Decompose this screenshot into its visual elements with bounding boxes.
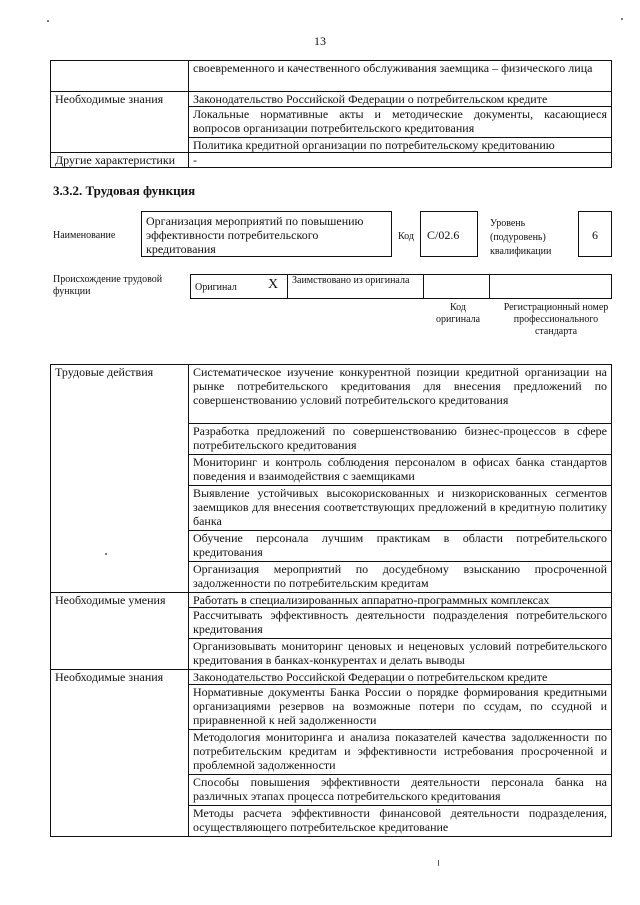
actions-label: Трудовые действия xyxy=(51,365,189,593)
other-characteristics-value: - xyxy=(189,153,612,168)
empty-label-cell xyxy=(51,61,189,92)
scan-speck xyxy=(47,20,49,22)
action-item: Обучение персонала лучшим практикам в области потребительского кредитования xyxy=(189,531,612,562)
action-item: Организация мероприятий по досудебному взысканию просроченной задолженности по потребительским кредитам xyxy=(189,562,612,593)
level-value-box: 6 xyxy=(578,211,612,257)
skill-item: Рассчитывать эффективность деятельности подразделения потребительского кредитования xyxy=(189,608,612,639)
origin-table xyxy=(190,274,612,299)
page-number: 13 xyxy=(314,34,326,48)
section-title: 3.3.2. Трудовая функция xyxy=(53,183,196,198)
knowledge-item: Законодательство Российской Федерации о потребительском кредите xyxy=(189,670,612,685)
skills-label: Необходимые умения xyxy=(51,593,189,670)
reg-number-caption: Регистрационный номер профессионального стандарта xyxy=(503,302,609,337)
skill-item: Организовывать мониторинг ценовых и неценовых условий потребительского кредитования в банках-конкурентах и делать выводы xyxy=(189,639,612,670)
action-item: Мониторинг и контроль соблюдения персоналом в офисах банка стандартов поведения и взаимодействия с заемщиками xyxy=(189,455,612,486)
knowledge-item: Нормативные документы Банка России о порядке формирования кредитными организациями резервов на возможные потери по ссудам, по ссудной и приравненной к ней задолженности xyxy=(189,685,612,730)
code-original-caption: Код оригинала xyxy=(435,302,481,325)
scan-speck xyxy=(438,860,439,866)
other-characteristics-label: Другие характеристики xyxy=(51,153,189,168)
origin-label: Происхождение трудовой функции xyxy=(53,274,163,297)
knowledge-item: Законодательство Российской Федерации о потребительском кредите xyxy=(189,92,612,107)
code-label: Код xyxy=(398,231,414,242)
main-table xyxy=(50,364,612,837)
action-item: Систематическое изучение конкурентной позиции кредитной организации на рынке потребительского кредитования для внесения предложений по совершенствованию условий потребительского кредитования xyxy=(189,365,612,424)
borrowed-label: Заимствовано из оригинала xyxy=(288,275,424,299)
top-row-text: своевременного и качественного обслуживания заемщика – физического лица xyxy=(189,61,612,92)
code-original-cell xyxy=(424,275,490,299)
knowledge-label: Необходимые знания xyxy=(51,92,189,153)
action-item: Разработка предложений по совершенствованию бизнес-процессов в сфере потребительского кредитования xyxy=(189,424,612,455)
skill-item: Работать в специализированных аппаратно-программных комплексах xyxy=(189,593,612,608)
knowledge-item: Методология мониторинга и анализа показателей качества задолженности по потребительским кредитам и эффективности истребования просроченной и проблемной задолженности xyxy=(189,730,612,775)
reg-number-cell xyxy=(490,275,612,299)
knowledge-item: Политика кредитной организации по потребительскому кредитованию xyxy=(189,138,612,153)
original-label: Оригинал xyxy=(191,275,260,299)
function-name-box: Организация мероприятий по повышению эффективности потребительского кредитования xyxy=(141,211,392,257)
code-value-box: С/02.6 xyxy=(420,211,478,257)
scan-speck xyxy=(105,553,107,555)
action-item: Выявление устойчивых высокорискованных и низкорискованных сегментов заемщиков для внесения соответствующих предложений в кредитную политику банка xyxy=(189,486,612,531)
knowledge-item: Методы расчета эффективности финансовой деятельности подразделения, осуществляющего потребительское кредитование xyxy=(189,806,612,837)
knowledge-label: Необходимые знания xyxy=(51,670,189,837)
knowledge-item: Локальные нормативные акты и методические документы, касающиеся вопросов организации потребительского кредитования xyxy=(189,107,612,138)
name-label: Наименование xyxy=(53,230,116,241)
knowledge-item: Способы повышения эффективности деятельности персонала банка на различных этапах процесса потребительского кредитования xyxy=(189,775,612,806)
scan-speck xyxy=(621,18,623,20)
top-continuation-table xyxy=(50,60,612,168)
original-mark: X xyxy=(259,275,288,299)
level-label: Уровень (подуровень) квалификации xyxy=(490,218,552,257)
